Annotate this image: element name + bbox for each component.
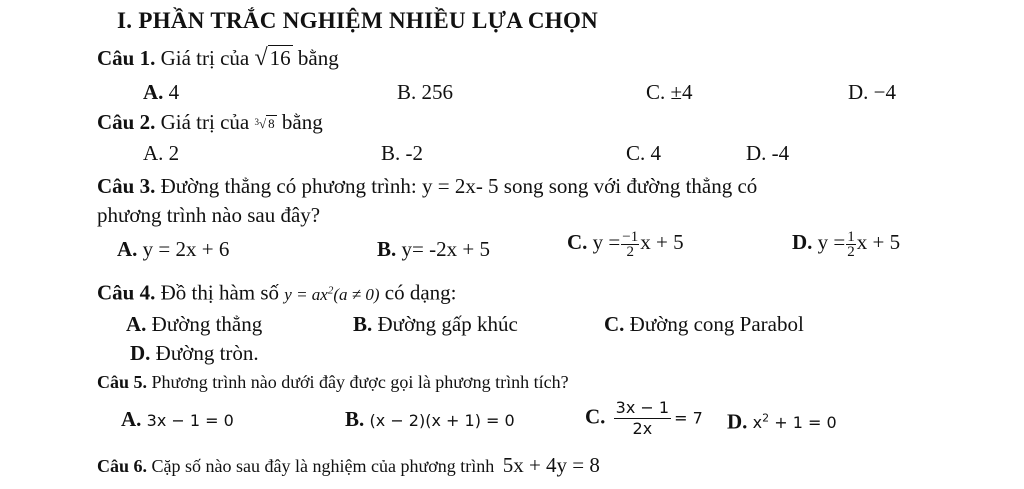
option-letter: C.	[646, 80, 666, 104]
section-title: I. PHẦN TRẮC NGHIỆM NHIỀU LỰA CHỌN	[117, 8, 599, 33]
option-value: -4	[771, 141, 790, 165]
option-value: Đường tròn.	[155, 341, 259, 365]
option-value: 3x − 1 = 0	[146, 411, 234, 430]
q3-option-c[interactable]	[567, 229, 684, 259]
option-prefix: y =	[592, 230, 621, 254]
option-letter: A.	[121, 407, 142, 431]
option-letter: C.	[567, 230, 588, 254]
option-value: Đường thẳng	[151, 312, 263, 336]
option-value: Đường gấp khúc	[377, 312, 518, 336]
formula-part: y = ax	[284, 284, 328, 304]
option-letter: A.	[143, 141, 164, 165]
option-value: y= -2x + 5	[401, 237, 490, 261]
option-letter: B.	[397, 80, 417, 104]
fraction-minus-half	[621, 230, 639, 259]
option-prefix: y =	[817, 230, 846, 254]
q4-option-c[interactable]	[604, 311, 804, 337]
q4-option-d[interactable]	[130, 340, 259, 366]
option-suffix: x + 5	[856, 230, 901, 254]
option-value: (x − 2)(x + 1) = 0	[369, 411, 515, 430]
option-letter: B.	[353, 312, 373, 336]
question-4-text: Đồ thị hàm số	[160, 280, 280, 305]
question-4-text-after: có dạng:	[384, 280, 457, 305]
numerator: 3x − 1	[615, 398, 670, 417]
fraction-3x-minus-1-over-2x	[614, 398, 671, 439]
option-letter: C.	[626, 141, 646, 165]
option-letter: B.	[381, 141, 401, 165]
question-2-label: Câu 2.	[97, 110, 156, 134]
option-value: 4	[650, 141, 662, 165]
formula-condition: (a ≠ 0)	[333, 284, 380, 304]
q1-option-d[interactable]	[848, 79, 896, 105]
q3-option-a[interactable]	[117, 236, 229, 262]
question-6	[97, 452, 600, 479]
q2-option-b[interactable]	[381, 140, 423, 166]
question-3-text: Đường thẳng có phương trình: y = 2x- 5 song song với đường thẳng có	[160, 174, 758, 198]
option-value: y = 2x + 6	[142, 237, 230, 261]
option-letter: C.	[604, 312, 625, 336]
radicand: 16	[269, 46, 291, 70]
option-letter: D.	[792, 230, 813, 254]
option-suffix: = 7	[674, 408, 703, 428]
option-suffix: x + 5	[640, 230, 684, 254]
question-3	[97, 173, 757, 199]
numerator: 1	[847, 228, 855, 245]
q5-option-d[interactable]	[727, 406, 837, 436]
root-index: 3	[254, 117, 259, 127]
q2-option-a[interactable]	[143, 140, 179, 166]
question-6-label: Câu 6.	[97, 456, 148, 476]
question-2	[97, 109, 323, 137]
radicand: 8	[268, 116, 275, 132]
question-3-text-line2: phương trình nào sau đây?	[97, 203, 321, 227]
option-value: ±4	[670, 80, 693, 104]
q3-option-b[interactable]	[377, 236, 490, 262]
q4-option-b[interactable]	[353, 311, 518, 337]
question-4-label: Câu 4.	[97, 280, 156, 305]
option-letter: B.	[377, 237, 397, 261]
option-letter: A.	[126, 312, 147, 336]
option-base: x	[752, 413, 763, 433]
sqrt-16: √16	[254, 45, 291, 71]
denominator: 2	[626, 243, 634, 260]
q2-option-c[interactable]	[626, 140, 661, 166]
question-5-text: Phương trình nào dưới đây được gọi là phương trình tích?	[151, 372, 569, 392]
q5-option-a[interactable]	[121, 406, 234, 434]
q3-option-d[interactable]	[792, 229, 900, 259]
question-2-text-after: bằng	[281, 110, 323, 134]
option-value: 2	[168, 141, 180, 165]
question-6-text: Cặp số nào sau đây là nghiệm của phương trình	[151, 456, 495, 476]
q5-option-c[interactable]	[585, 398, 703, 439]
q1-option-a[interactable]	[143, 79, 179, 105]
q5-option-b[interactable]	[345, 406, 515, 434]
q4-option-a[interactable]	[126, 311, 262, 337]
option-value: −4	[873, 80, 897, 104]
option-letter: D.	[746, 141, 767, 165]
question-5-label: Câu 5.	[97, 372, 148, 392]
cube-root-8: $^3$√ 8	[254, 116, 275, 132]
question-2-text: Giá trị của	[160, 110, 250, 134]
question-4	[97, 277, 456, 308]
option-value: -2	[405, 141, 424, 165]
option-suffix: + 1 = 0	[774, 413, 837, 433]
q1-option-c[interactable]	[646, 79, 693, 105]
option-letter: D.	[848, 80, 869, 104]
q1-option-b[interactable]	[397, 79, 453, 105]
question-1-text: Giá trị của	[160, 46, 250, 70]
numerator: −1	[622, 228, 639, 245]
option-value: 256	[421, 80, 454, 104]
formula-exponent: 2	[327, 284, 334, 296]
question-6-equation: 5x + 4y = 8	[502, 453, 600, 477]
denominator: 2x	[632, 419, 653, 438]
option-value: Đường cong Parabol	[629, 312, 804, 336]
option-letter: A.	[143, 80, 164, 104]
q2-option-d[interactable]	[746, 140, 789, 166]
option-letter: D.	[727, 409, 748, 434]
option-exponent: 2	[762, 412, 770, 425]
option-letter: A.	[117, 237, 138, 261]
option-letter: B.	[345, 407, 365, 431]
denominator: 2	[847, 243, 855, 260]
option-value: 4	[168, 80, 180, 104]
option-letter: D.	[130, 341, 151, 365]
question-3-label: Câu 3.	[97, 174, 156, 198]
question-1-text-after: bằng	[297, 46, 339, 70]
function-formula	[284, 285, 379, 304]
question-1	[97, 45, 339, 71]
fraction-half	[846, 230, 856, 259]
option-letter: C.	[585, 404, 606, 429]
question-5	[97, 369, 569, 395]
question-1-label: Câu 1.	[97, 46, 156, 70]
